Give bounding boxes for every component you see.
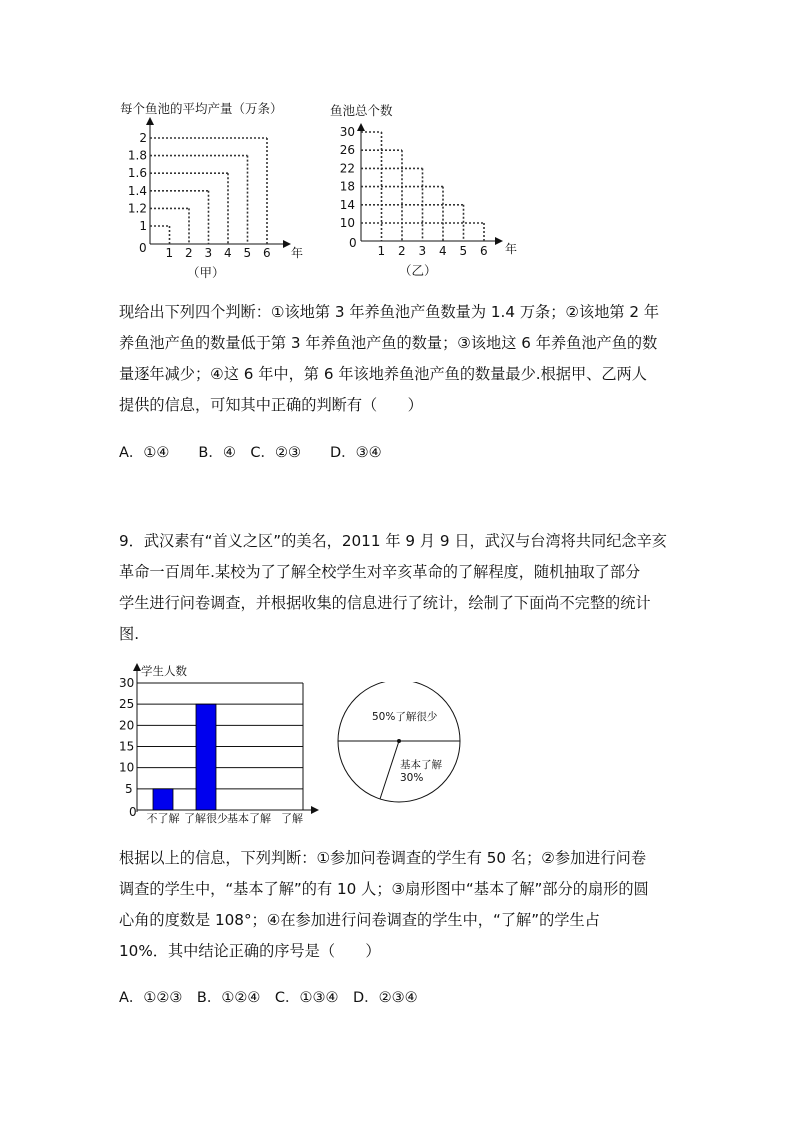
q9-options: A．①②③ B．①②④ C．①③④ D．②③④ [119,990,418,1006]
student-chart-ylabel: 学生人数 [141,664,187,678]
q9-line: 根据以上的信息，下列判断：①参加问卷调查的学生有 50 名；②参加进行问卷 [119,849,647,867]
yi-x-tick: 2 [398,244,406,258]
student-chart-y-tick: 20 [119,718,135,733]
student-chart-y-arrow [133,663,141,671]
chart-jia-origin: 0 [139,241,147,255]
jia-y-tick: 1.6 [127,166,147,181]
chart-yi-xlabel: 年 [505,242,518,256]
q8-statement [119,297,679,421]
chart-jia-x-arrow [283,240,291,248]
yi-x-tick: 1 [377,244,386,258]
chart-jia-ylabel: 每个鱼池的平均产量（万条） [120,101,283,116]
chart-jia-y-arrow [146,117,154,125]
yi-x-tick: 5 [459,244,468,258]
chart-jia [115,95,315,285]
yi-x-tick: 6 [480,244,488,258]
q9-line: 10%．其中结论正确的序号是（ ） [119,942,381,960]
student-chart-category: 了解很少 [184,812,228,825]
student-chart-category: 基本了解 [227,812,271,825]
q9-line: 心角的度数是 108°；④在参加进行问卷调查的学生中，“了解”的学生占 [119,911,600,929]
chart-jia-caption: （甲） [187,265,225,280]
student-chart-category: 了解 [281,812,303,825]
chart-yi-y-arrow [357,123,365,131]
jia-y-tick: 1.2 [127,201,147,216]
student-chart-y-tick: 30 [119,676,135,690]
q8-line: 量逐年减少；④这 6 年中，第 6 年该地养鱼池产鱼的数量最少.根据甲、乙两人 [119,365,647,383]
q9-line: 学生进行问卷调查，并根据收集的信息进行了统计，绘制了下面尚不完整的统计 [119,594,651,612]
student-chart-y-tick: 5 [125,781,133,796]
q8-line: 提供的信息，可知其中正确的判断有（ ） [119,396,423,414]
q9-line: 调查的学生中，“基本了解”的有 10 人；③扇形图中“基本了解”部分的扇形的圆 [119,880,649,898]
jia-y-tick: 1 [139,219,147,233]
yi-y-tick: 22 [339,161,355,176]
pie-label-basic: 基本了解 [400,759,442,771]
q9-statement [119,526,679,650]
q9-line: 9．武汉素有“首义之区”的美名，2011 年 9 月 9 日，武汉与台湾将共同纪念辛亥 [119,532,667,550]
yi-x-tick: 3 [418,244,427,258]
q9-line: 革命一百周年.某校为了了解全校学生对辛亥革命的了解程度，随机抽取了部分 [119,563,641,581]
chart-yi-caption: （乙） [399,263,437,278]
chart-yi-origin: 0 [349,236,357,250]
student-chart-y-tick: 25 [119,697,135,712]
yi-y-tick: 26 [339,143,355,158]
q8-line: 养鱼池产鱼的数量低于第 3 年养鱼池产鱼的数量；③该地这 6 年养鱼池产鱼的数 [119,334,658,352]
q9-line: 图. [119,625,140,643]
student-chart-origin: 0 [129,805,137,819]
student-chart-x-arrow [311,806,319,814]
jia-x-tick: 4 [224,246,232,260]
student-chart-bar [153,789,173,810]
student-chart-bar [196,704,216,810]
yi-y-tick: 14 [339,197,355,212]
pie-label-basic-pct: 30% [400,772,424,784]
chart-yi [327,95,527,285]
jia-x-tick: 3 [204,246,213,260]
yi-y-tick: 30 [339,125,355,139]
chart-yi-x-arrow [495,237,503,245]
yi-y-tick: 10 [339,216,355,230]
student-bar-chart [115,655,330,830]
yi-y-tick: 18 [339,179,355,194]
pie-label-little: 50%了解很少 [372,711,438,723]
jia-x-tick: 2 [185,246,193,260]
chart-jia-xlabel: 年 [291,246,304,260]
jia-x-tick: 6 [263,246,271,260]
chart-yi-ylabel: 鱼池总个数 [330,103,393,118]
student-pie-chart [335,682,465,807]
jia-y-tick: 1.4 [127,183,147,198]
q8-line: 现给出下列四个判断：①该地第 3 年养鱼池产鱼数量为 1.4 万条；②该地第 2 年 [119,303,660,321]
jia-x-tick: 5 [243,246,252,260]
student-chart-y-tick: 15 [119,739,135,754]
q9-judgments [119,843,679,967]
student-chart-category: 不了解 [146,812,180,825]
yi-x-tick: 4 [439,244,447,258]
pie-center [397,739,401,743]
q8-options: A．①④ B．④ C．②③ D．③④ [119,445,382,461]
jia-y-tick: 2 [139,131,147,145]
jia-y-tick: 1.8 [127,148,147,163]
student-chart-y-tick: 10 [119,760,135,775]
jia-x-tick: 1 [165,246,174,260]
